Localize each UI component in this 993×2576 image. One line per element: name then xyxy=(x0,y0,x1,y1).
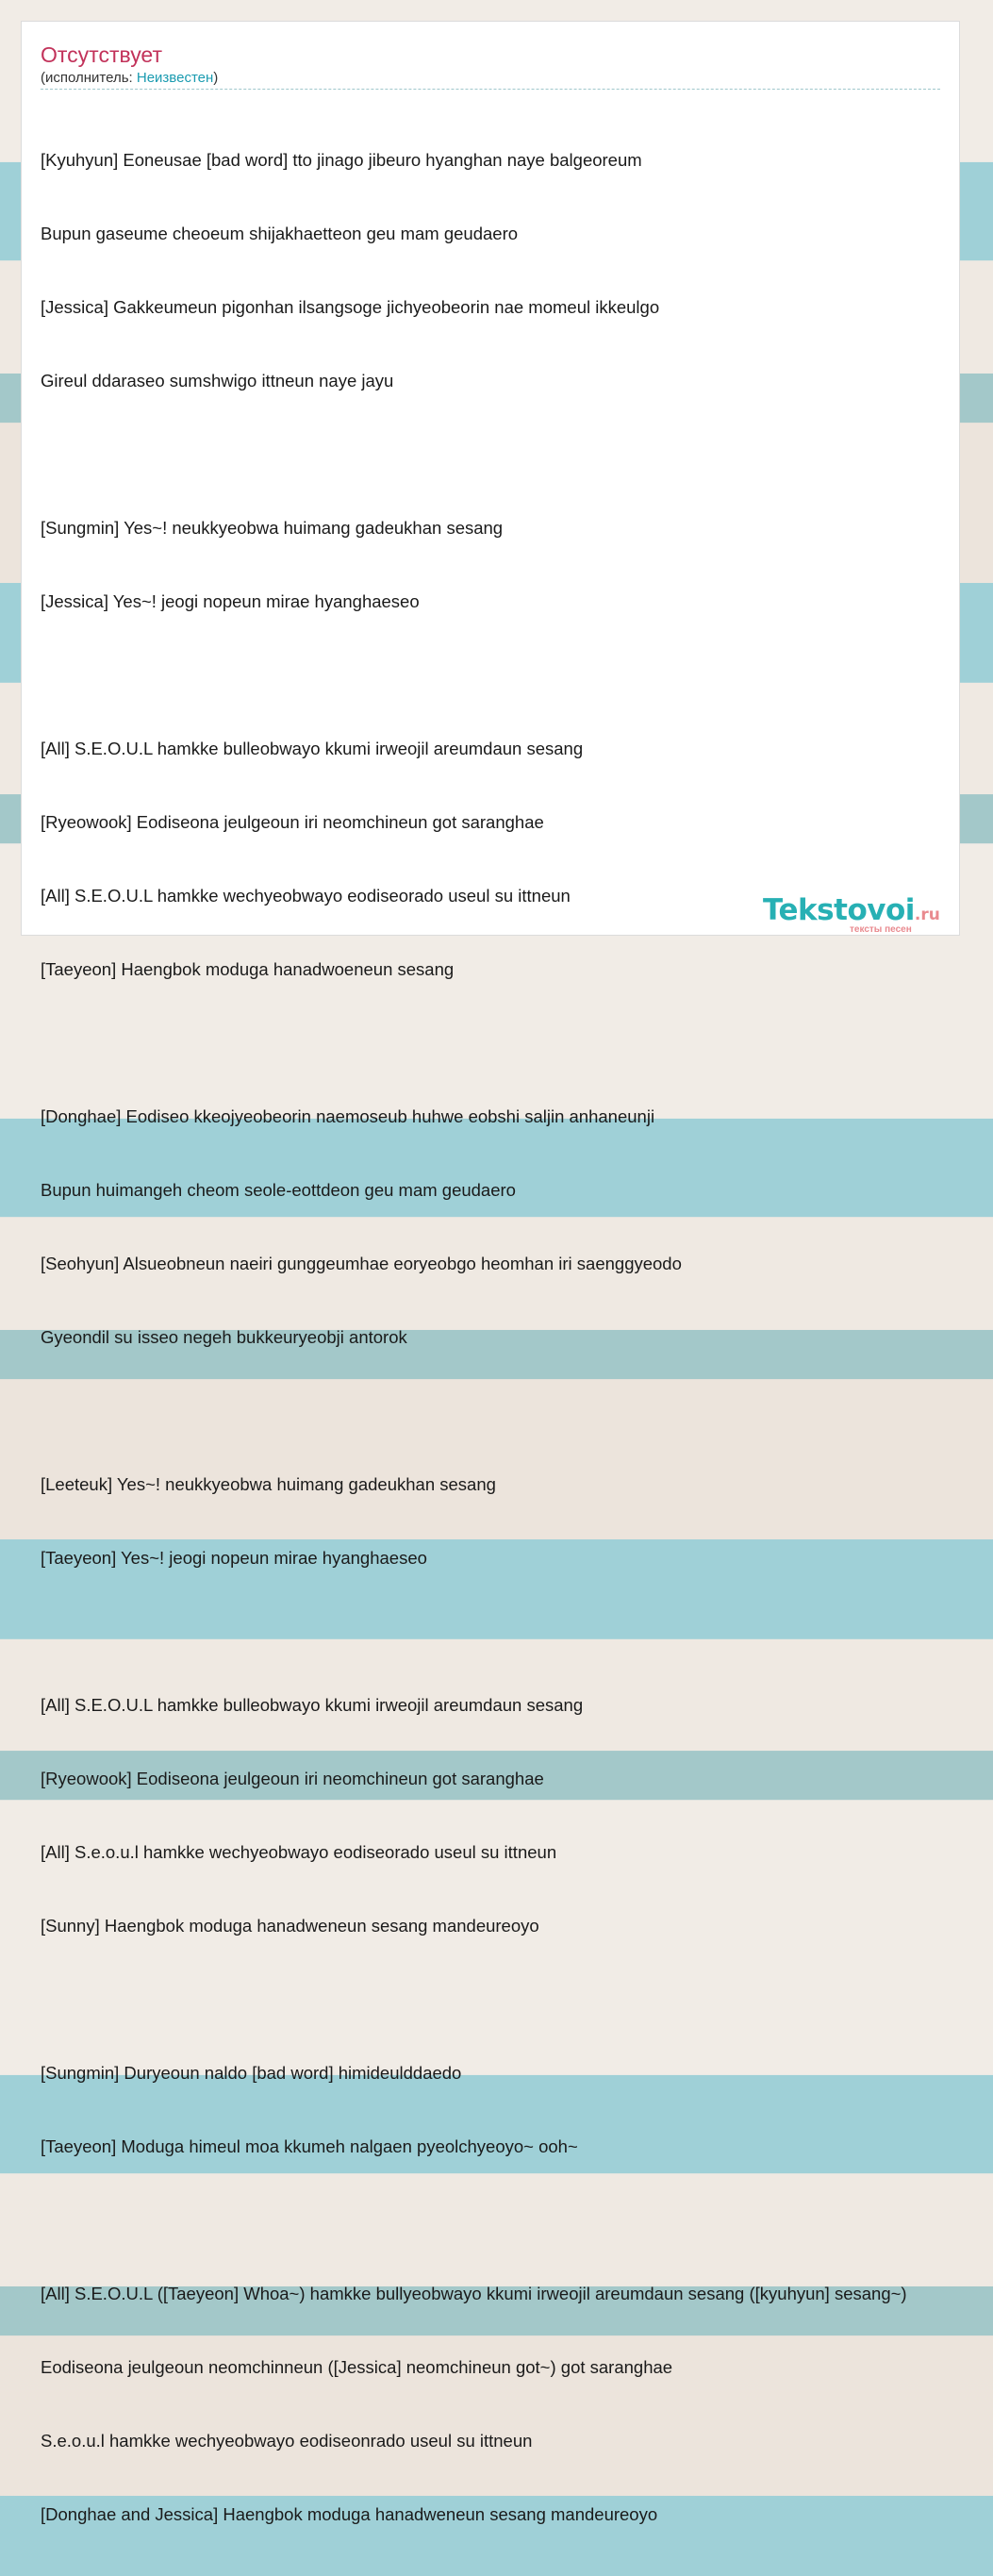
lyrics-card xyxy=(21,21,960,2524)
lyric-line: [Seohyun] Alsueobneun naeiri gunggeumhae eoryeobgo heomhan iri saenggyeodo xyxy=(41,1254,682,1273)
lyric-line: [All] S.e.o.u.l hamkke wechyeobwayo eodiseorado useul su ittneun xyxy=(41,1842,557,1862)
lyric-line: [All] S.E.O.U.L hamkke wechyeobwayo eodiseorado useul su ittneun xyxy=(41,886,571,906)
lyric-line: [Sungmin] Duryeoun naldo [bad word] himideulddaedo xyxy=(41,2063,462,2083)
logo-main-text: Tekstovoi xyxy=(763,893,915,927)
lyric-line: [Taeyeon] Moduga himeul moa kkumeh nalgaen pyeolchyeoyo~ ooh~ xyxy=(41,2136,578,2156)
artist-line xyxy=(41,70,218,87)
logo-tagline: тексты песен xyxy=(850,924,912,935)
lyric-line: Bupun huimangeh cheom seole-eottdeon geu mam geudaero xyxy=(41,1180,516,1200)
lyric-line: [Donghae] Eodiseo kkeojyeobeorin naemoseub huhwe eobshi saljin anhaneunji xyxy=(41,1106,655,1126)
lyric-line xyxy=(41,663,993,688)
lyric-line: [Ryeowook] Eodiseona jeulgeoun iri neomchineun got saranghae xyxy=(41,1769,544,1788)
lyric-line: [Donghae and Jessica] Haengbok moduga hanadweneun sesang mandeureoyo xyxy=(41,2504,658,2524)
lyric-line: [Kyuhyun] Eoneusae [bad word] tto jinago jibeuro hyanghan naye balgeoreum xyxy=(41,150,642,170)
lyrics-text xyxy=(41,99,993,2576)
lyric-line xyxy=(41,1031,993,1055)
lyric-line: [All] S.E.O.U.L ([Taeyeon] Whoa~) hamkke bullyeobwayo kkumi irweojil areumdaun sesang ([kyuhyun] sesang~) xyxy=(41,2284,907,2303)
lyric-line: [All] S.E.O.U.L hamkke bulleobwayo kkumi irweojil areumdaun sesang xyxy=(41,739,584,758)
lyric-line xyxy=(41,442,993,467)
artist-suffix: ) xyxy=(213,70,219,86)
lyric-line: [Leeteuk] Yes~! neukkyeobwa huimang gadeukhan sesang xyxy=(41,1474,496,1494)
lyric-line: [Sunny] Haengbok moduga hanadweneun sesang mandeureoyo xyxy=(41,1916,539,1936)
lyric-line: [All] S.E.O.U.L hamkke bulleobwayo kkumi irweojil areumdaun sesang xyxy=(41,1695,584,1715)
lyric-line: [Taeyeon] Haengbok moduga hanadwoeneun sesang xyxy=(41,959,455,979)
logo-tld: .ru xyxy=(914,906,940,924)
lyric-line xyxy=(41,1987,993,2012)
artist-link[interactable]: Неизвестен xyxy=(136,70,214,86)
site-logo[interactable] xyxy=(763,893,961,937)
lyric-line xyxy=(41,1620,993,1644)
lyric-line: Gyeondil su isseo negeh bukkeuryeobji antorok xyxy=(41,1327,407,1347)
lyric-line: S.e.o.u.l hamkke wechyeobwayo eodiseonrado useul su ittneun xyxy=(41,2431,533,2451)
song-title: Отсутствует xyxy=(41,42,162,67)
lyric-line: [Jessica] Gakkeumeun pigonhan ilsangsoge jichyeobeorin nae momeul ikkeulgo xyxy=(41,297,660,317)
lyric-line: Gireul ddaraseo sumshwigo ittneun naye jayu xyxy=(41,371,394,391)
lyric-line: [Jessica] Yes~! jeogi nopeun mirae hyanghaeseo xyxy=(41,591,420,611)
lyric-line: [Ryeowook] Eodiseona jeulgeoun iri neomchineun got saranghae xyxy=(41,812,544,832)
artist-prefix: (исполнитель: xyxy=(41,70,137,86)
lyric-line: Eodiseona jeulgeoun neomchinneun ([Jessica] neomchineun got~) got saranghae xyxy=(41,2357,673,2377)
lyric-line xyxy=(41,2208,993,2233)
title-divider xyxy=(41,89,940,90)
lyric-line: Bupun gaseume cheoeum shijakhaetteon geu mam geudaero xyxy=(41,224,519,243)
lyric-line: [Taeyeon] Yes~! jeogi nopeun mirae hyanghaeseo xyxy=(41,1548,427,1568)
lyric-line: [Sungmin] Yes~! neukkyeobwa huimang gadeukhan sesang xyxy=(41,518,504,538)
lyric-line xyxy=(41,1399,993,1423)
